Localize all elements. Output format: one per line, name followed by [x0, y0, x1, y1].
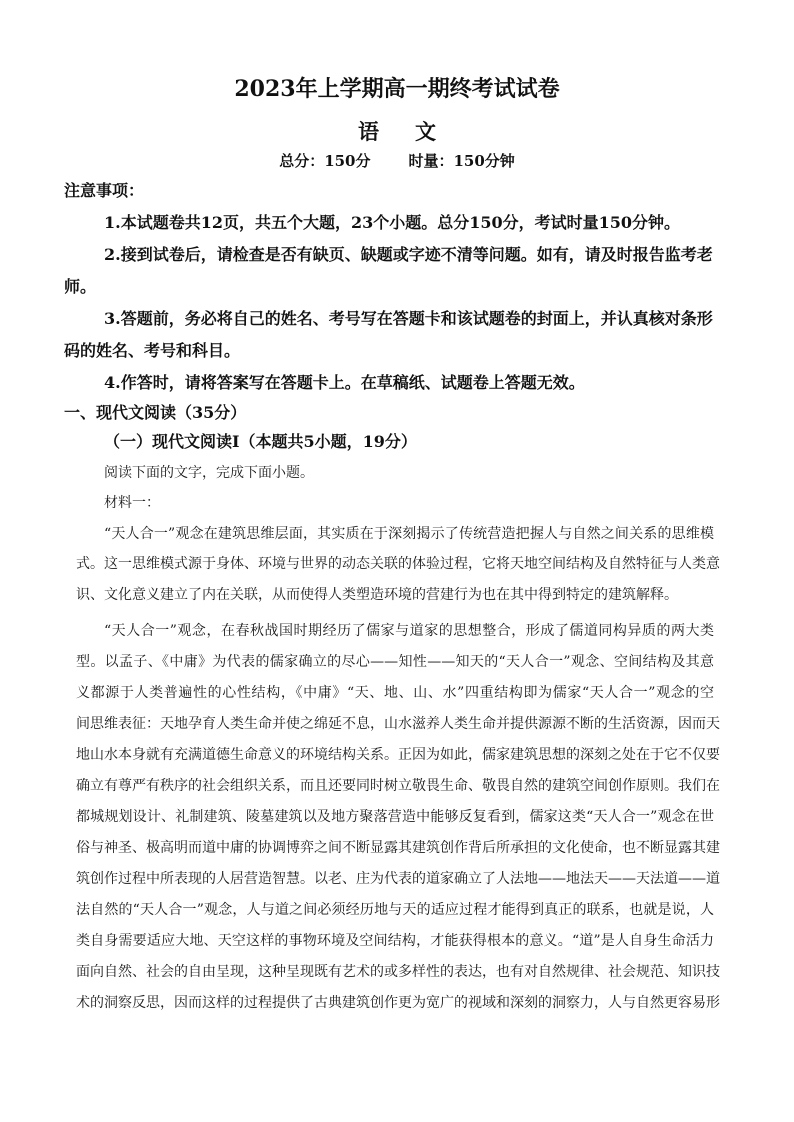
paragraph-line: 类自身需要适应大地、天空这样的事物环境及空间结构，才能获得根本的意义。“道”是人自身生命活力: [76, 933, 714, 949]
score-time-line: [0, 150, 794, 171]
paragraph-line: 术的洞察反思，因而这样的过程提供了古典建筑创作更为宽广的视域和深刻的洞察力，人与自然更容易形: [76, 995, 720, 1011]
paragraph-line: 间思维表征：天地孕育人类生命并使之绵延不息，山水滋养人类生命并提供源源不断的生活资源，因而天: [76, 716, 720, 732]
paragraph-line: 都城规划设计、礼制建筑、陵墓建筑以及地方聚落营造中能够反复看到，儒家这类“天人合一”观念在世: [76, 809, 714, 825]
notice-heading: 注意事项：: [64, 181, 145, 200]
paragraph-line: 俗与神圣、极高明而道中庸的协调博弈之间不断显露其建筑创作背后所承担的文化使命，也不断显露其建: [76, 840, 720, 856]
paragraph-line: 筑创作过程中所表现的人居营造智慧。以老、庄为代表的道家确立了人法地——地法天——天法道——道: [76, 871, 720, 887]
notice-line-4: 4.作答时，请将答案写在答题卡上。在草稿纸、试题卷上答题无效。: [104, 373, 585, 392]
paragraph-line: 地山水本身就有充满道德生命意义的环境结构关系。正因为如此，儒家建筑思想的深刻之处在于它不仅要: [76, 747, 720, 763]
notice-line-3-cont: 码的姓名、考号和科目。: [64, 341, 241, 360]
paragraph-line: 式。这一思维模式源于身体、环境与世界的动态关联的体验过程，它将天地空间结构及自然特征与人类意: [76, 556, 720, 572]
paragraph-line: 识、文化意义建立了内在关联，从而使得人类塑造环境的营建行为也在其中得到特定的建筑解释。: [76, 587, 678, 603]
paragraph-line: 型。以孟子、《中庸》为代表的儒家确立的尽心——知性——知天的“天人合一”观念、空间结构及其意: [76, 654, 714, 670]
sub-section-heading: （一）现代文阅读Ⅰ（本题共5小题，19分）: [104, 432, 417, 451]
paragraph-line: 义都源于人类普遍性的心性结构，《中庸》“天、地、山、水”四重结构即为儒家“天人合一”观念的空: [76, 685, 714, 701]
paragraph-line: “天人合一”观念，在春秋战国时期经历了儒家与道家的思想整合，形成了儒道同构异质的两大类: [104, 623, 714, 639]
subject-title: 语文: [358, 119, 472, 144]
notice-line-2: 2.接到试卷后，请检查是否有缺页、缺题或字迹不清等问题。如有，请及时报告监考老: [104, 245, 713, 264]
notice-line-2-cont: 师。: [64, 277, 97, 296]
notice-line-3: 3.答题前，务必将自己的姓名、考号写在答题卡和该试题卷的封面上，并认真核对条形: [104, 309, 713, 328]
section-heading: 一、现代文阅读（35分）: [64, 403, 247, 422]
paragraph-line: “天人合一”观念在建筑思维层面，其实质在于深刻揭示了传统营造把握人与自然之间关系的思维模: [104, 526, 714, 542]
time-label: 时量：150分钟: [408, 152, 515, 170]
paragraph-line: 面向自然、社会的自由呈现，这种呈现既有艺术的或多样性的表达，也有对自然规律、社会规范、知识技: [76, 964, 720, 980]
paragraph-line: 法自然的“天人合一”观念，人与道之间必须经历地与天的适应过程才能得到真正的联系，也就是说，人: [76, 902, 714, 918]
material-label: 材料一：: [104, 495, 160, 511]
notice-line-1: 1.本试题卷共12页，共五个大题，23个小题。总分150分，考试时量150分钟。: [104, 213, 681, 232]
score-label: 总分：150分: [279, 152, 371, 170]
exam-title: 2023年上学期高一期终考试试卷: [234, 76, 560, 102]
instruction-text: 阅读下面的文字，完成下面小题。: [104, 465, 314, 481]
paragraph-line: 确立有尊严有秩序的社会组织关系，而且还要同时树立敬畏生命、敬畏自然的建筑空间创作原则。我们在: [76, 778, 720, 794]
